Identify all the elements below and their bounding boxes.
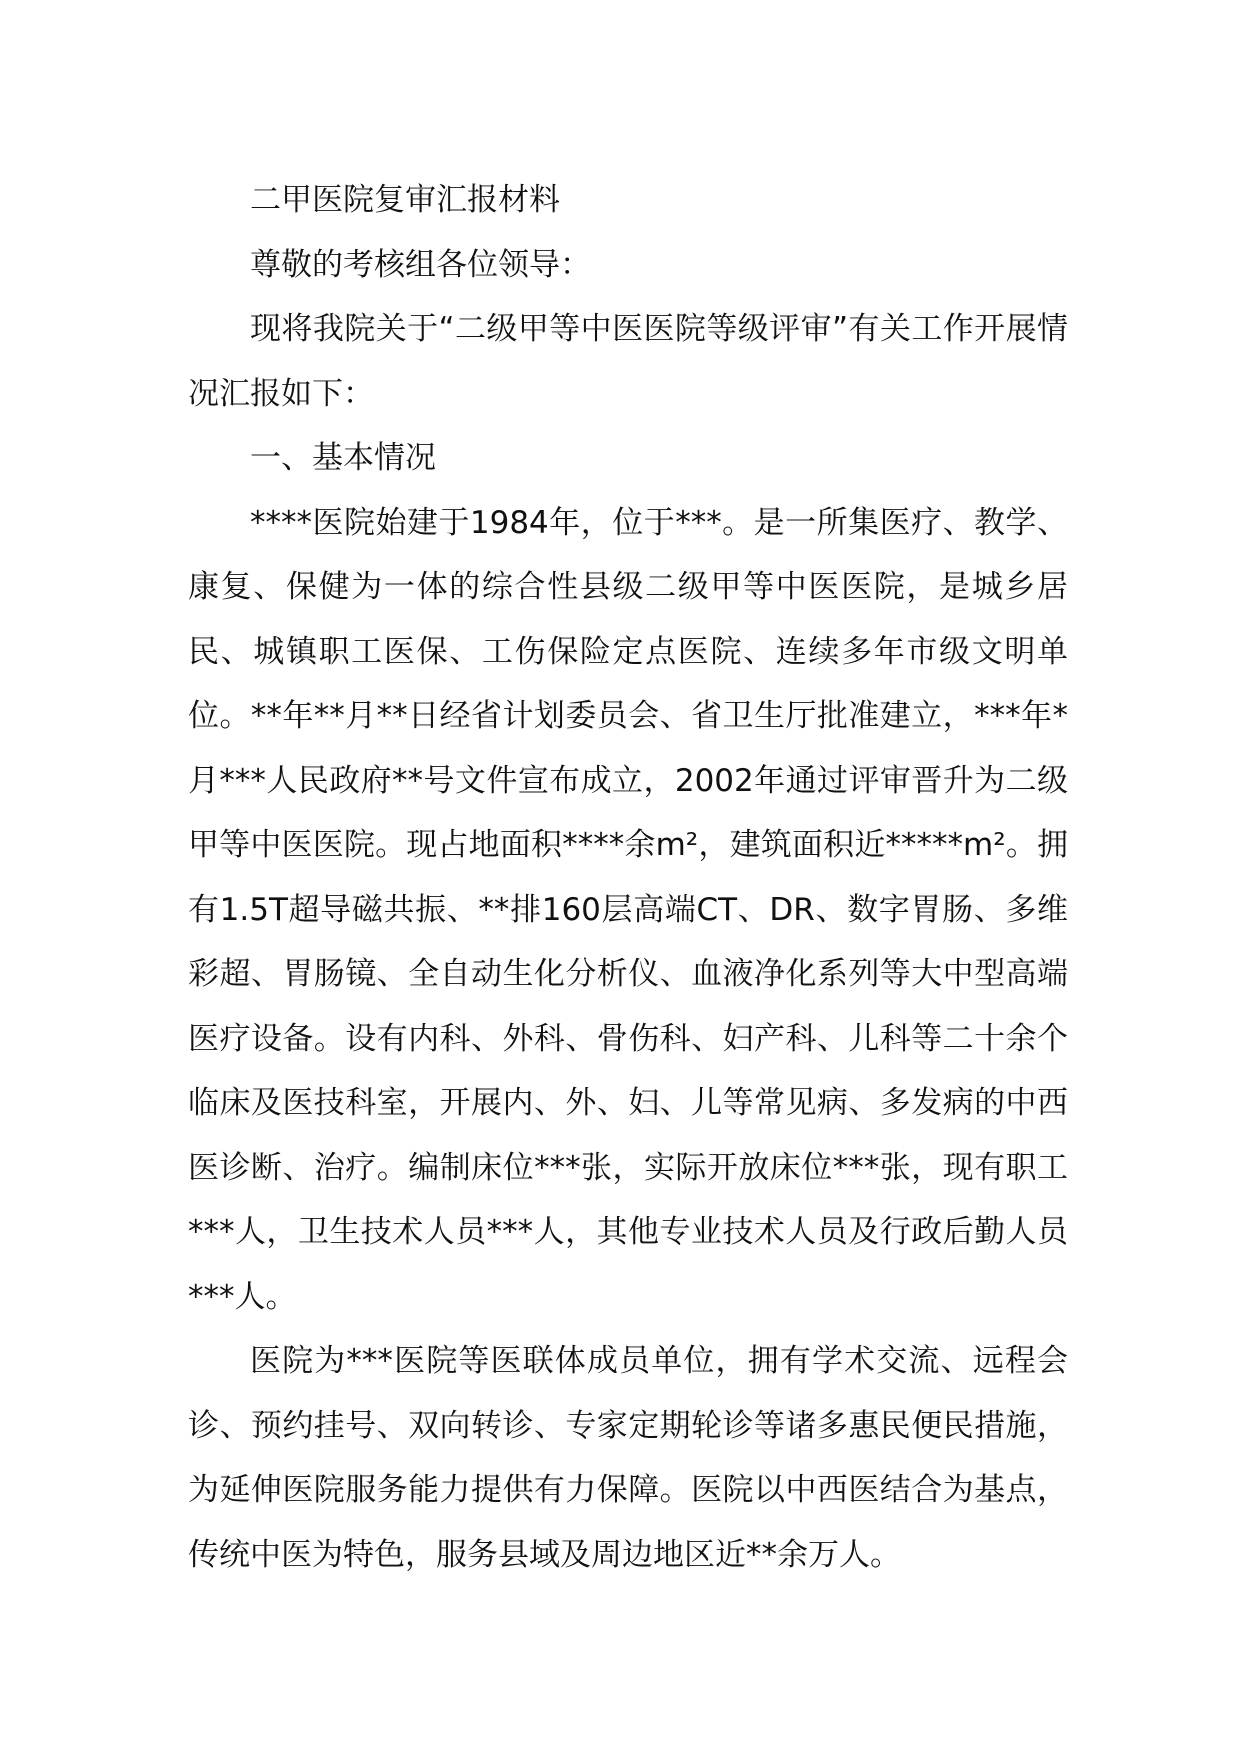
intro-paragraph: 现将我院关于“二级甲等中医医院等级评审”有关工作开展情况汇报如下： — [188, 311, 1068, 412]
section-heading: 一、基本情况 — [250, 440, 436, 476]
salutation: 尊敬的考核组各位领导： — [250, 246, 591, 283]
document-title: 二甲医院复审汇报材料 — [250, 182, 560, 218]
body-paragraph-basic-info: ****医院始建于1984年，位于***。是一所集医疗、教学、康复、保健为一体的综合性县级二级甲等中医医院，是城乡居民、城镇职工医保、工伤保险定点医院、连续多年市级文明单位。**年**月**日经省计划委员会、省卫生厅批准建立，***年*月***人民政府**号文件宣布成立，2002年通过评审晋升为二级甲等中医医院。现占地面积****余m²，建筑面积近*****m²。拥有1.5T超导磁共振、**排160层高端CT、DR、数字胃肠、多维彩超、胃肠镜、全自动生化分析仪、血液净化系列等大中型高端医疗设备。设有内科、外科、骨伤科、妇产科、儿科等二十余个临床及医技科室，开展内、外、妇、儿等常见病、多发病的中西医诊断、治疗。编制床位***张，实际开放床位***张，现有职工***人，卫生技术人员***人，其他专业技术人员及行政后勤人员***人。 — [188, 504, 1068, 1315]
document-body — [188, 168, 1068, 1587]
body-paragraph-alliance: 医院为***医院等医联体成员单位，拥有学术交流、远程会诊、预约挂号、双向转诊、专家定期轮诊等诸多惠民便民措施，为延伸医院服务能力提供有力保障。医院以中西医结合为基点，传统中医为特色，服务县域及周边地区近**余万人。 — [188, 1343, 1068, 1573]
